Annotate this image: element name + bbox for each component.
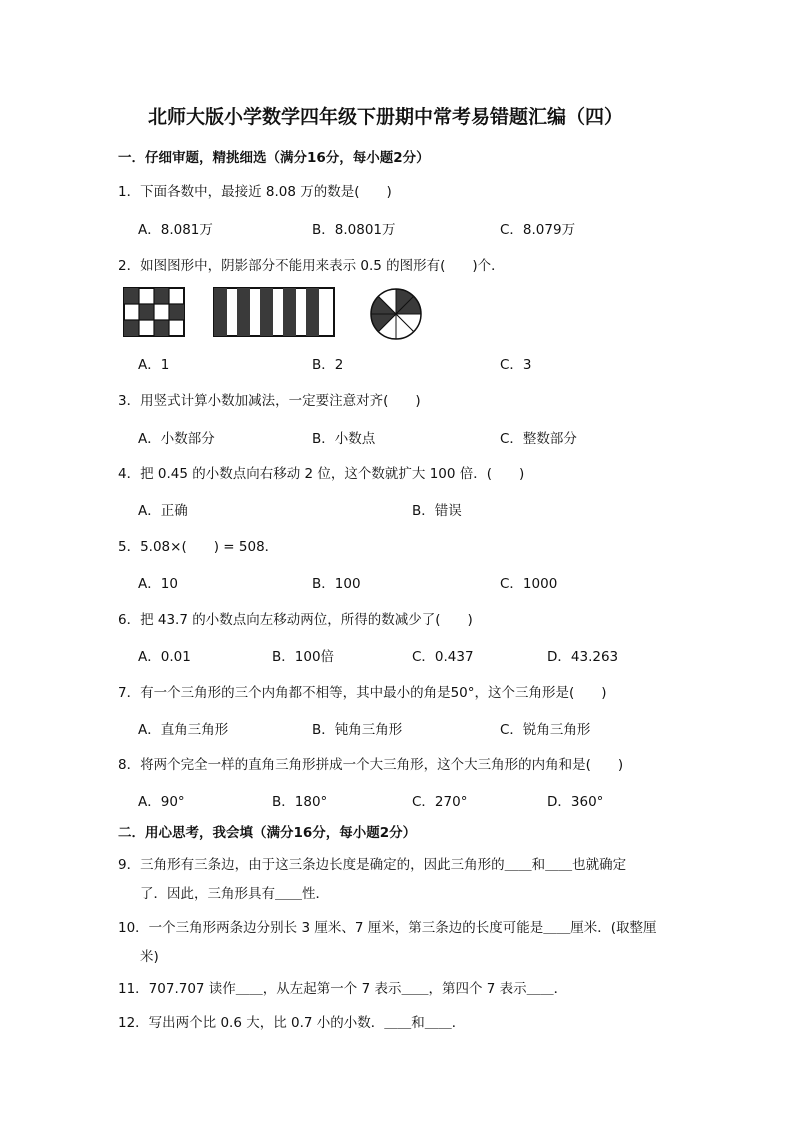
question-9-line-1: 9．三角形有三条边，由于这三条边长度是确定的，因此三角形的＿＿和＿＿也就确定 <box>118 857 627 873</box>
section-heading-1: 一．仔细审题，精挑细选（满分16分，每小题2分） <box>118 150 430 166</box>
question-10-line-2: 米) <box>140 949 159 965</box>
striped-rectangle-figure <box>213 287 335 337</box>
q5-option-c[interactable]: C．1000 <box>500 576 558 592</box>
q6-option-d[interactable]: D．43.263 <box>547 649 619 665</box>
question-10-line-1: 10．一个三角形两条边分别长 3 厘米、7 厘米，第三条边的长度可能是＿＿厘米．(取整厘 <box>118 920 657 936</box>
q1-option-b[interactable]: B．8.0801万 <box>312 222 396 238</box>
q8-option-d[interactable]: D．360° <box>547 794 604 810</box>
question-2: 2．如图图形中，阴影部分不能用来表示 0.5 的图形有( )个． <box>118 258 505 274</box>
q1-option-a[interactable]: A．8.081万 <box>138 222 213 238</box>
q3-option-c[interactable]: C．整数部分 <box>500 431 577 447</box>
q6-option-a[interactable]: A．0.01 <box>138 649 191 665</box>
checkerboard-figure <box>123 287 185 337</box>
question-1: 1．下面各数中，最接近 8.08 万的数是( ) <box>118 184 392 200</box>
question-6: 6．把 43.7 的小数点向左移动两位，所得的数减少了( ) <box>118 612 473 628</box>
q8-option-c[interactable]: C．270° <box>412 794 468 810</box>
question-7: 7．有一个三角形的三个内角都不相等，其中最小的角是50°，这个三角形是( ) <box>118 685 607 701</box>
q7-option-c[interactable]: C．锐角三角形 <box>500 722 591 738</box>
pie-circle-figure <box>369 287 423 341</box>
q3-option-a[interactable]: A．小数部分 <box>138 431 215 447</box>
question-5: 5．5.08×( ) = 508． <box>118 539 279 555</box>
question-12: 12．写出两个比 0.6 大，比 0.7 小的小数．＿＿和＿＿． <box>118 1015 466 1031</box>
question-8: 8．将两个完全一样的直角三角形拼成一个大三角形，这个大三角形的内角和是( ) <box>118 757 624 773</box>
q7-option-b[interactable]: B．钝角三角形 <box>312 722 403 738</box>
q6-option-b[interactable]: B．100倍 <box>272 649 335 665</box>
page-title: 北师大版小学数学四年级下册期中常考易错题汇编（四） <box>148 106 624 128</box>
q8-option-b[interactable]: B．180° <box>272 794 328 810</box>
question-4: 4．把 0.45 的小数点向右移动 2 位，这个数就扩大 100 倍．( ) <box>118 466 525 482</box>
q4-option-b[interactable]: B．错误 <box>412 503 462 519</box>
section-heading-2: 二．用心思考，我会填（满分16分，每小题2分） <box>118 825 417 841</box>
q6-option-c[interactable]: C．0.437 <box>412 649 474 665</box>
q1-option-c[interactable]: C．8.079万 <box>500 222 576 238</box>
question-3: 3．用竖式计算小数加减法，一定要注意对齐( ) <box>118 393 421 409</box>
q4-option-a[interactable]: A．正确 <box>138 503 188 519</box>
q5-option-a[interactable]: A．10 <box>138 576 178 592</box>
q7-option-a[interactable]: A．直角三角形 <box>138 722 229 738</box>
q2-option-c[interactable]: C．3 <box>500 357 532 373</box>
question-11: 11．707.707 读作＿＿，从左起第一个 7 表示＿＿，第四个 7 表示＿＿． <box>118 981 568 997</box>
q2-option-a[interactable]: A．1 <box>138 357 170 373</box>
q3-option-b[interactable]: B．小数点 <box>312 431 376 447</box>
q2-option-b[interactable]: B．2 <box>312 357 344 373</box>
q5-option-b[interactable]: B．100 <box>312 576 361 592</box>
question-9-line-2: 了．因此，三角形具有＿＿性． <box>140 886 329 902</box>
q8-option-a[interactable]: A．90° <box>138 794 185 810</box>
